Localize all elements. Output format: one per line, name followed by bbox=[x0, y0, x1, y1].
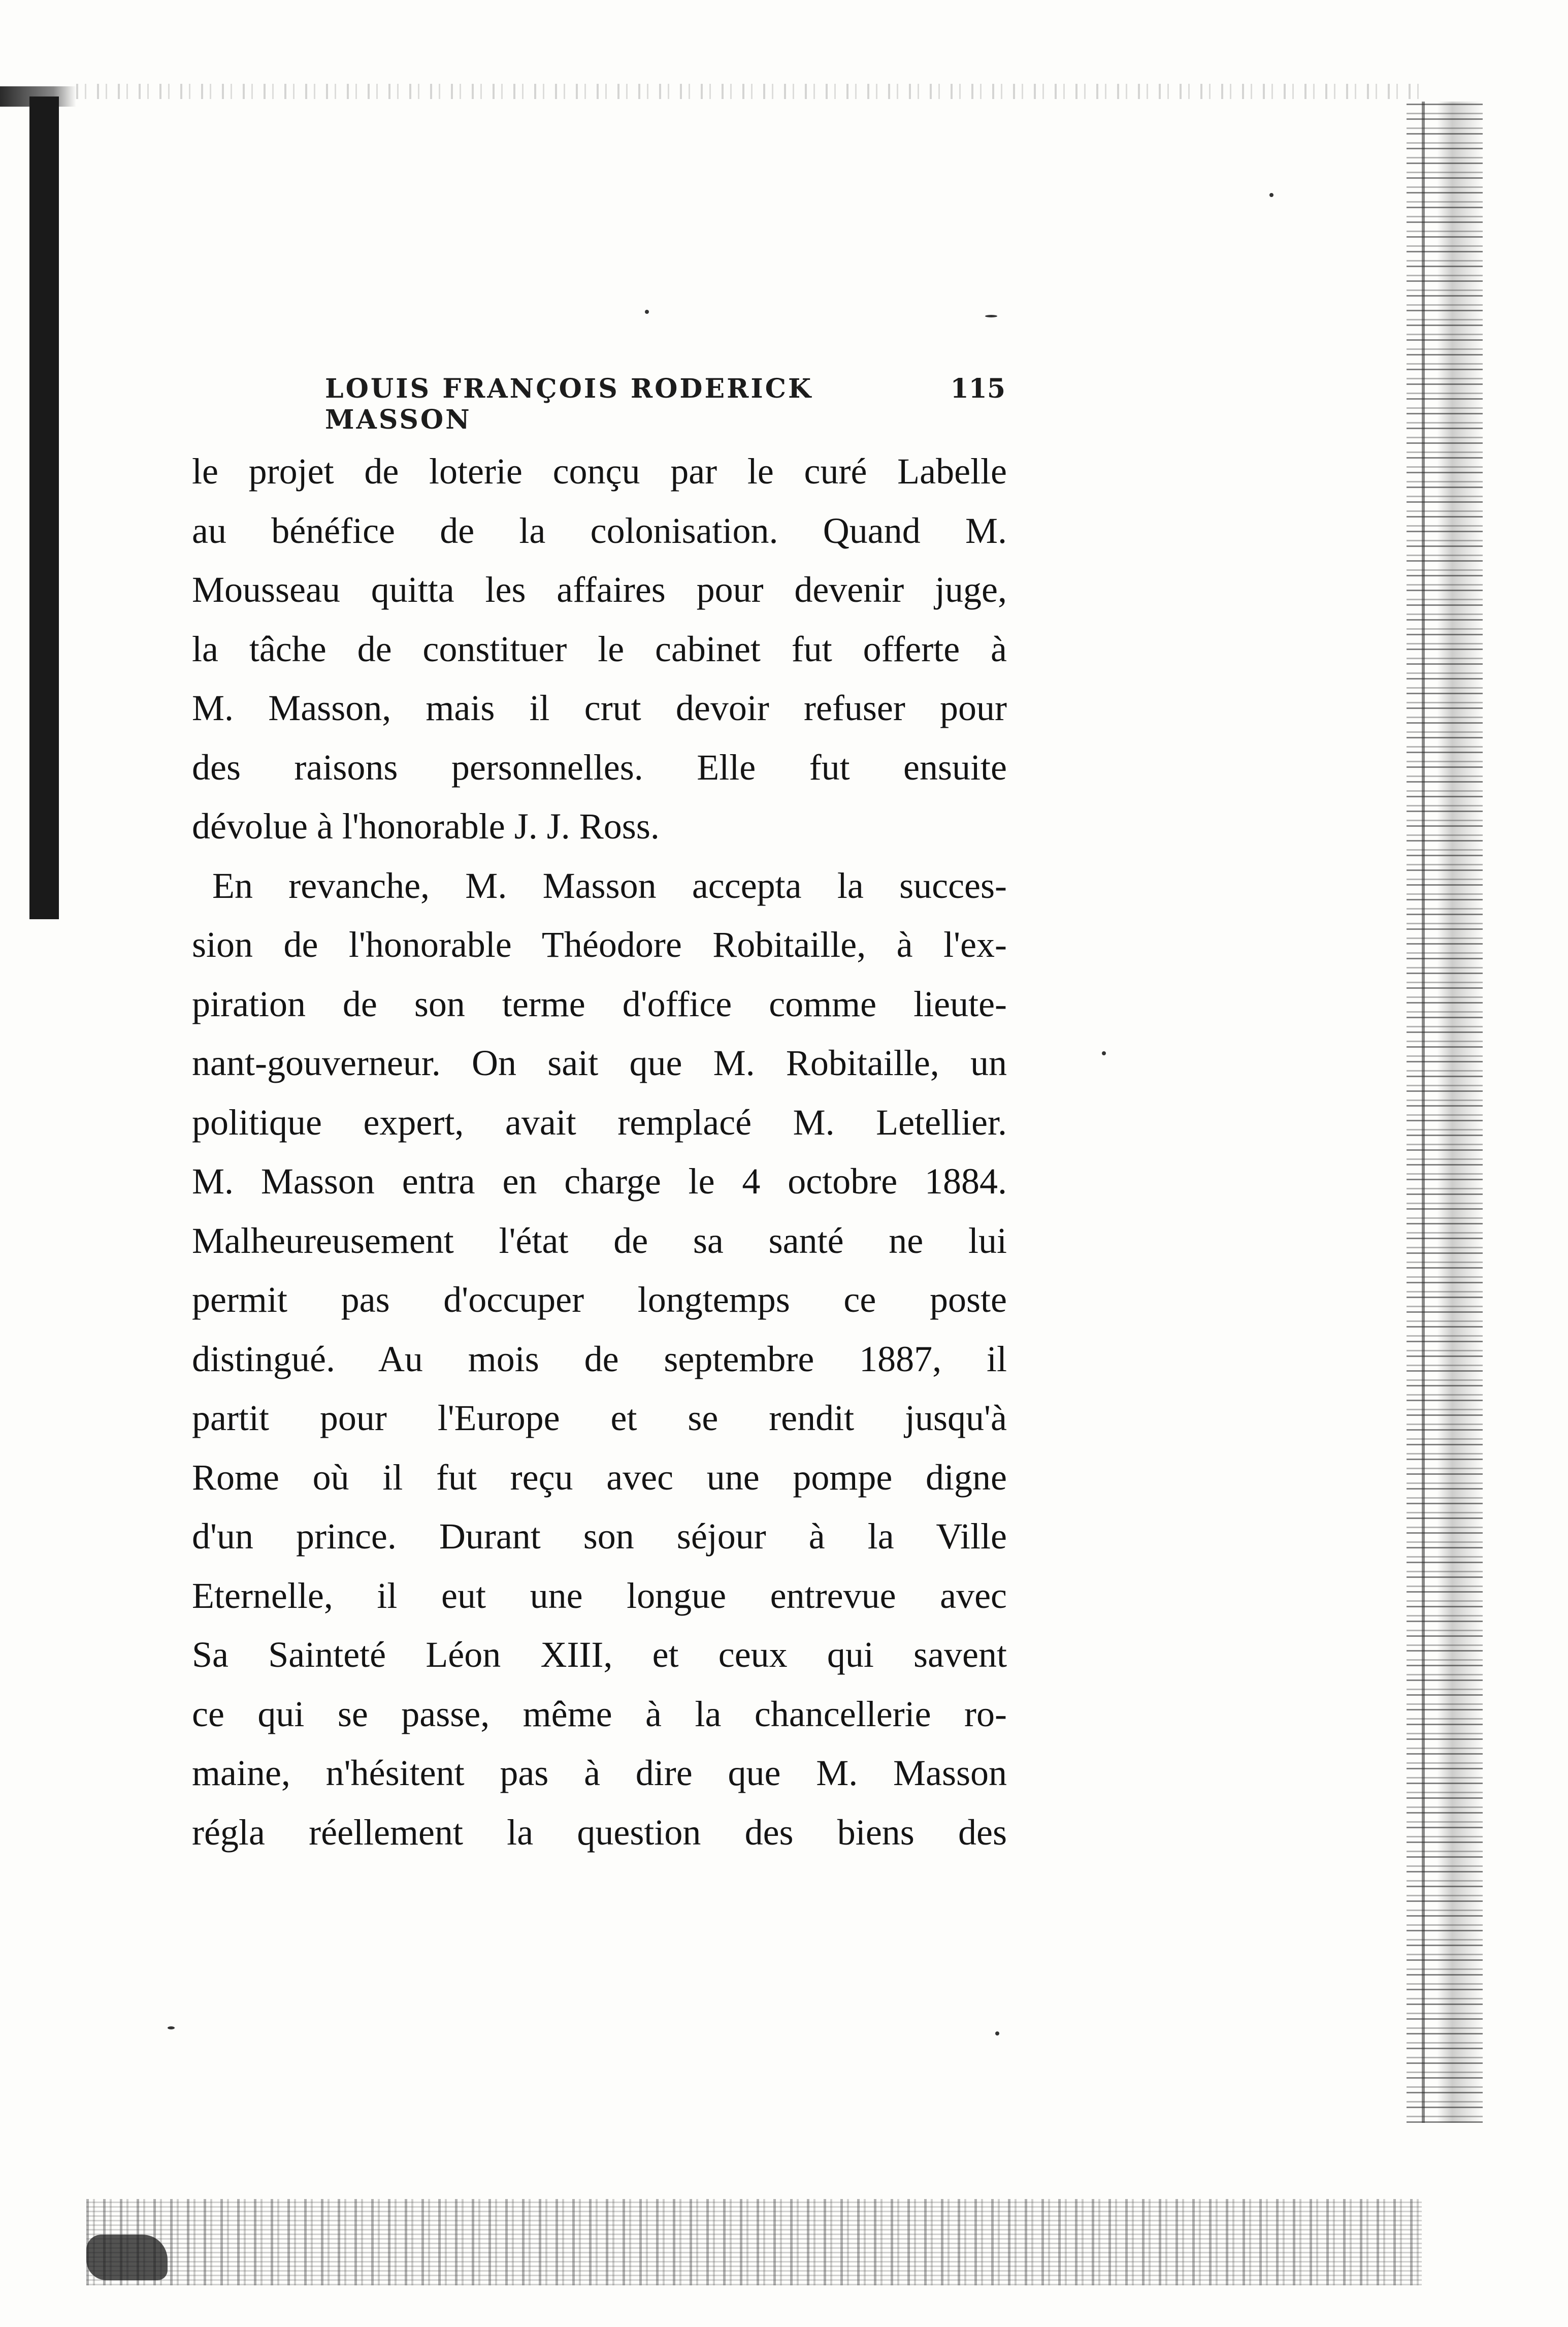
paragraph bbox=[192, 442, 1007, 856]
text-line: Malheureusement l'état de sa santé ne lui bbox=[192, 1220, 1007, 1261]
text-line: au bénéfice de la colonisation. Quand M. bbox=[192, 510, 1007, 551]
text-line: maine, n'hésitent pas à dire que M. Masson bbox=[192, 1753, 1007, 1793]
right-edge-line bbox=[1422, 102, 1425, 2123]
text-line: permit pas d'occuper longtemps ce poste bbox=[192, 1279, 1007, 1320]
text-line: partit pour l'Europe et se rendit jusqu'à bbox=[192, 1398, 1007, 1438]
page-number: 115 bbox=[950, 373, 1005, 404]
text-line: sion de l'honorable Théodore Robitaille, à l'ex- bbox=[192, 924, 1007, 965]
top-scan-noise bbox=[76, 84, 1422, 99]
text-line: M. Masson entra en charge le 4 octobre 1884. bbox=[192, 1161, 1007, 1202]
text-line: Mousseau quitta les affaires pour devenir juge, bbox=[192, 569, 1007, 610]
text-line: nant-gouverneur. On sait que M. Robitaille, un bbox=[192, 1043, 1007, 1083]
running-header-title: LOUIS FRANÇOIS RODERICK MASSON bbox=[325, 373, 813, 435]
text-line: distingué. Au mois de septembre 1887, il bbox=[192, 1338, 1007, 1379]
text-line: Rome où il fut reçu avec une pompe digne bbox=[192, 1457, 1007, 1498]
text-line: la tâche de constituer le cabinet fut offerte à bbox=[192, 628, 1007, 669]
text-line: Eternelle, il eut une longue entrevue avec bbox=[192, 1575, 1007, 1616]
speck bbox=[1269, 193, 1273, 197]
right-edge-scan-noise bbox=[1407, 102, 1483, 2123]
text-line: régla réellement la question des biens des bbox=[192, 1812, 1007, 1853]
running-header bbox=[325, 373, 1005, 435]
binding-shadow-bar bbox=[29, 96, 59, 919]
paragraph bbox=[192, 856, 1007, 1862]
body-text bbox=[192, 442, 1007, 1862]
text-line: ce qui se passe, même à la chancellerie ro- bbox=[192, 1693, 1007, 1734]
speck bbox=[985, 315, 997, 317]
bottom-ink-blot bbox=[86, 2235, 168, 2280]
text-line: politique expert, avait remplacé M. Letellier. bbox=[192, 1102, 1007, 1143]
text-line: piration de son terme d'office comme lieute- bbox=[192, 983, 1007, 1024]
speck bbox=[995, 2031, 999, 2035]
text-line: le projet de loterie conçu par le curé Labelle bbox=[192, 451, 1007, 492]
speck bbox=[645, 310, 649, 314]
speck bbox=[1102, 1051, 1106, 1055]
bottom-scan-noise bbox=[86, 2199, 1422, 2285]
speck bbox=[168, 2026, 175, 2029]
text-line: d'un prince. Durant son séjour à la Ville bbox=[192, 1516, 1007, 1557]
text-line: M. Masson, mais il crut devoir refuser pour bbox=[192, 688, 1007, 728]
text-line: En revanche, M. Masson accepta la succes- bbox=[212, 865, 1007, 906]
text-line: dévolue à l'honorable J. J. Ross. bbox=[192, 806, 660, 847]
text-line: des raisons personnelles. Elle fut ensuite bbox=[192, 747, 1007, 788]
text-line: Sa Sainteté Léon XIII, et ceux qui savent bbox=[192, 1634, 1007, 1675]
